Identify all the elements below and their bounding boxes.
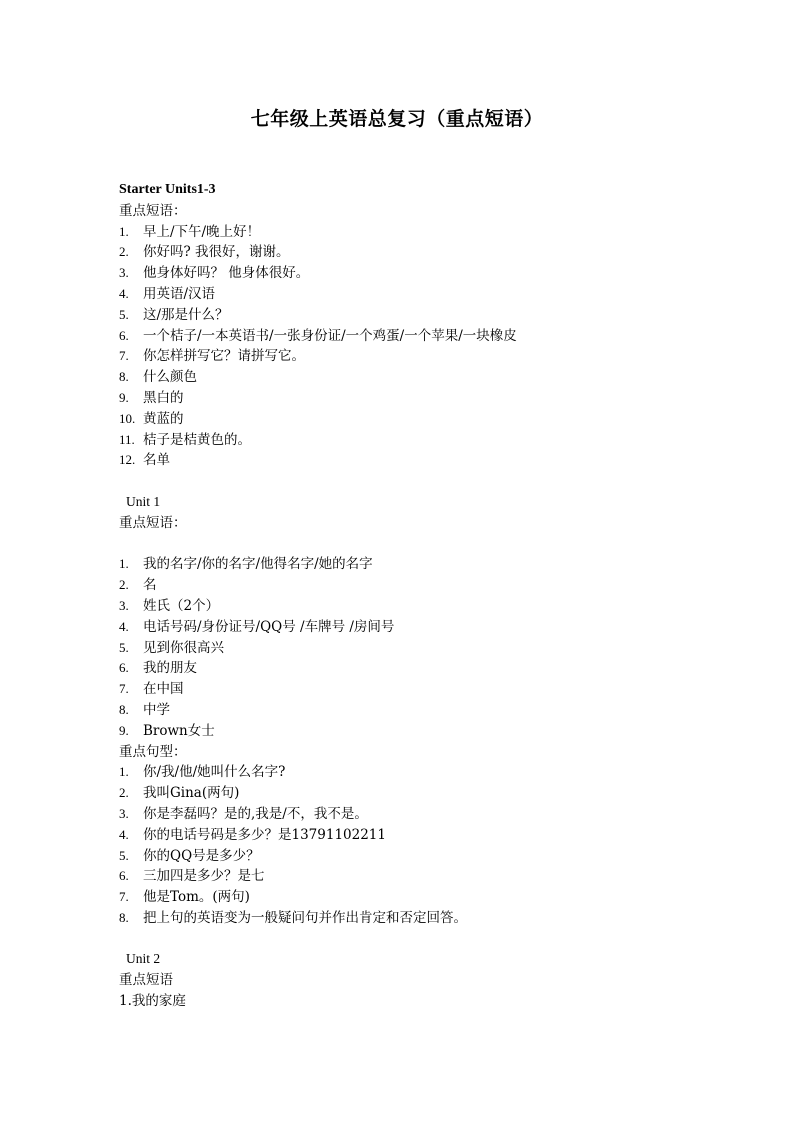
section-heading-unit2: Unit 2 <box>126 951 161 967</box>
list-text: 你的电话号码是多少？是13791102211 <box>143 826 386 843</box>
section-heading-starter: Starter Units1-3 <box>119 182 216 197</box>
list-text: 名 <box>143 577 157 594</box>
phrases-label-unit2: 重点短语 <box>119 972 173 989</box>
list-text: 名单 <box>143 452 170 469</box>
list-number: 7. <box>119 348 129 364</box>
list-text: 用英语/汉语 <box>143 285 216 302</box>
list-text: 他是Tom。(两句) <box>143 889 250 906</box>
list-number: 8. <box>119 909 129 925</box>
list-item <box>119 367 739 388</box>
list-item <box>119 679 739 700</box>
list-item <box>119 430 739 451</box>
list-number: 1. <box>119 764 129 780</box>
spacer <box>119 534 739 555</box>
list-item <box>119 866 739 887</box>
list-text: 姓氏（2个） <box>143 597 220 614</box>
list-item <box>119 409 739 430</box>
list-item <box>119 908 739 929</box>
list-number: 9. <box>119 389 129 405</box>
list-item <box>119 783 739 804</box>
list-text: 电话号码/身份证号/QQ号 /车牌号 /房间号 <box>143 618 395 635</box>
list-item <box>119 700 739 721</box>
list-number: 7. <box>119 681 129 697</box>
list-number: 1. <box>119 556 129 572</box>
list-item <box>119 346 739 367</box>
list-text: 三加四是多少？是七 <box>143 868 265 885</box>
list-item <box>119 825 739 846</box>
section-heading-unit1: Unit 1 <box>126 493 161 509</box>
list-text: 黄蓝的 <box>143 410 184 427</box>
list-text: 你怎样拼写它？请拼写它。 <box>143 348 305 365</box>
list-number: 10. <box>119 410 136 426</box>
list-number: 8. <box>119 701 129 717</box>
list-number: 4. <box>119 618 129 634</box>
list-text: 把上句的英语变为一般疑问句并作出肯定和否定回答。 <box>143 909 467 926</box>
list-number: 5. <box>119 847 129 863</box>
list-text: 黑白的 <box>143 389 184 406</box>
list-item <box>119 887 739 908</box>
list-text: 我叫Gina(两句) <box>143 785 240 802</box>
list-number: 2. <box>119 785 129 801</box>
list-item <box>119 263 739 284</box>
list-text: 你/我/他/她叫什么名字? <box>143 764 286 781</box>
list-item <box>119 846 739 867</box>
list-item <box>119 575 739 596</box>
list-item <box>119 388 739 409</box>
list-text: 你是李磊吗？是的,我是/不，我不是。 <box>143 805 368 822</box>
list-text: 我的朋友 <box>143 660 197 677</box>
list-item <box>119 242 739 263</box>
list-number: 2. <box>119 244 129 260</box>
list-number: 2. <box>119 577 129 593</box>
list-text: 早上/下午/晚上好！ <box>143 223 261 240</box>
spacer <box>119 471 739 492</box>
document-body <box>119 180 739 1012</box>
list-number: 6. <box>119 660 129 676</box>
list-item <box>119 326 739 347</box>
list-item <box>119 450 739 471</box>
list-item <box>119 305 739 326</box>
list-item <box>119 804 739 825</box>
phrases-label-unit1: 重点短语： <box>119 514 187 531</box>
list-item <box>119 721 739 742</box>
list-text: 什么颜色 <box>143 369 197 386</box>
list-text: 见到你很高兴 <box>143 639 224 656</box>
spacer <box>119 929 739 950</box>
list-number: 9. <box>119 722 129 738</box>
list-item <box>119 638 739 659</box>
unit2-first-item: 1.我的家庭 <box>119 993 186 1010</box>
phrases-label-starter: 重点短语： <box>119 202 187 219</box>
list-item <box>119 284 739 305</box>
list-number: 12. <box>119 452 136 468</box>
starter-phrase-list <box>119 222 739 472</box>
unit1-sentence-list <box>119 762 739 928</box>
sentences-label-unit1: 重点句型： <box>119 743 187 760</box>
list-item <box>119 658 739 679</box>
list-number: 11. <box>119 431 135 447</box>
list-number: 1. <box>119 223 129 239</box>
list-number: 4. <box>119 285 129 301</box>
list-item <box>119 762 739 783</box>
list-number: 8. <box>119 369 129 385</box>
list-number: 5. <box>119 639 129 655</box>
list-text: 他身体好吗？ 他身体很好。 <box>143 265 310 282</box>
list-text: 这/那是什么？ <box>143 306 229 323</box>
list-item <box>119 617 739 638</box>
list-text: 在中国 <box>143 681 184 698</box>
document-title: 七年级上英语总复习（重点短语） <box>250 108 544 130</box>
list-number: 4. <box>119 826 129 842</box>
list-text: 一个桔子/一本英语书/一张身份证/一个鸡蛋/一个苹果/一块橡皮 <box>143 327 517 344</box>
list-text: 你的QQ号是多少？ <box>143 847 260 864</box>
list-item <box>119 222 739 243</box>
list-item <box>119 554 739 575</box>
list-text: 你好吗? 我很好，谢谢。 <box>143 244 290 261</box>
list-text: 我的名字/你的名字/他得名字/她的名字 <box>143 556 373 573</box>
list-number: 7. <box>119 889 129 905</box>
list-text: 中学 <box>143 701 170 718</box>
list-number: 6. <box>119 868 129 884</box>
unit1-phrase-list <box>119 554 739 741</box>
list-text: Brown女士 <box>143 722 215 739</box>
list-item <box>119 596 739 617</box>
list-text: 桔子是桔黄色的。 <box>143 431 251 448</box>
list-number: 6. <box>119 327 129 343</box>
list-number: 3. <box>119 265 129 281</box>
list-number: 3. <box>119 597 129 613</box>
list-number: 3. <box>119 805 129 821</box>
list-number: 5. <box>119 306 129 322</box>
